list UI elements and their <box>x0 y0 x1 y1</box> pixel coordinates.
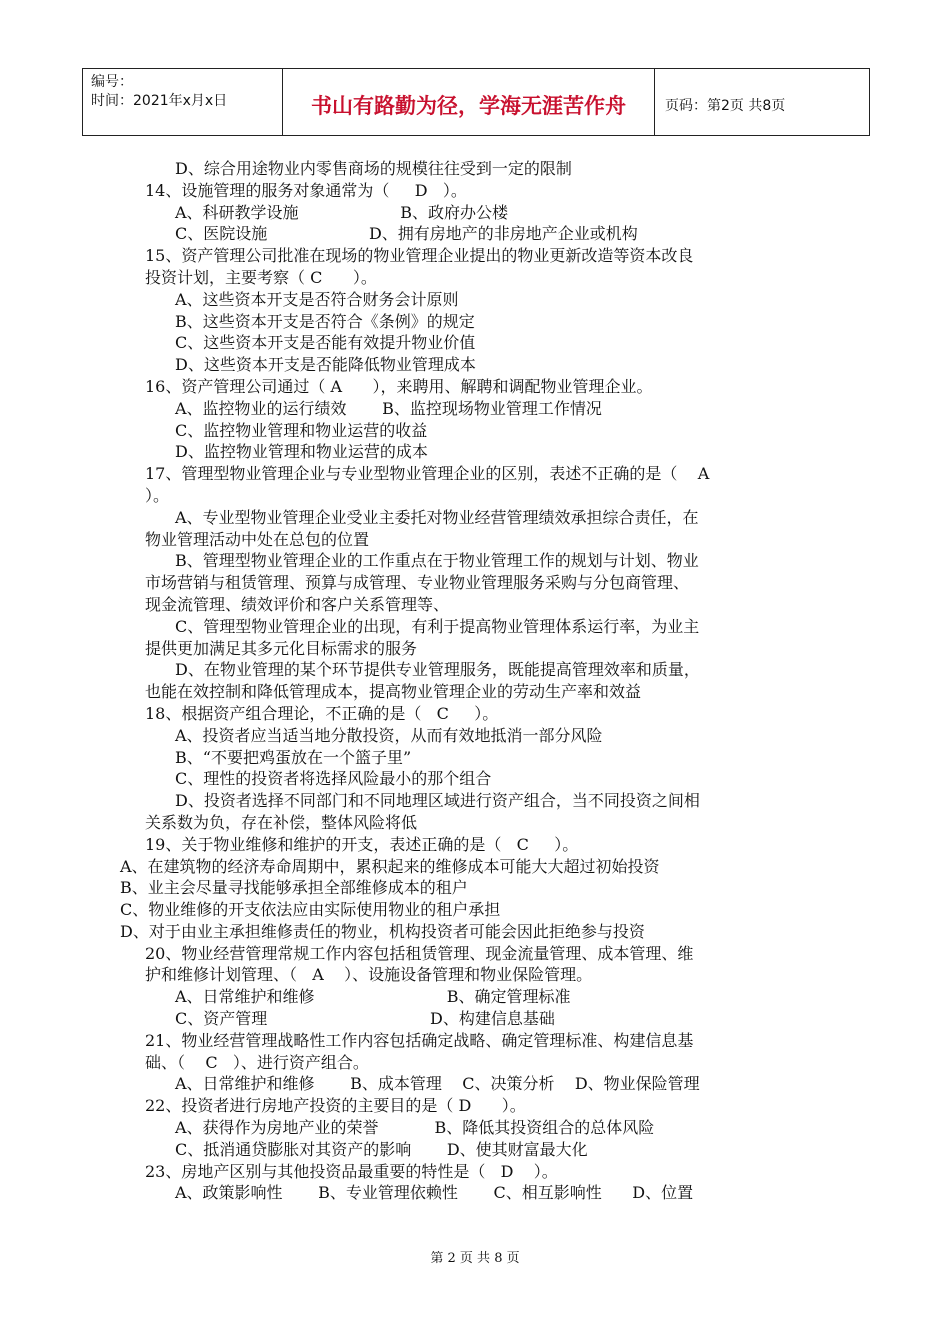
text-line: B、“不要把鸡蛋放在一个篮子里” <box>175 747 412 767</box>
text-line: 关系数为负，存在补偿，整体风险将低 <box>145 812 418 832</box>
text-line: 14、设施管理的服务对象通常为（ D ）。 <box>145 180 467 200</box>
text-line: B、管理型物业管理企业的工作重点在于物业管理工作的规划与计划、物业 <box>175 551 699 571</box>
text-line: C、管理型物业管理企业的出现，有利于提高物业管理体系运行率，为业主 <box>175 616 700 636</box>
text-line: 现金流管理、绩效评价和客户关系管理等、 <box>145 594 450 614</box>
header-meta-cell <box>83 69 283 135</box>
text-line: 21、物业经营管理战略性工作内容包括确定战略、确定管理标准、构建信息基 <box>145 1030 694 1050</box>
text-line: 市场营销与租赁管理、预算与成管理、专业物业管理服务采购与分包商管理、 <box>145 573 690 593</box>
text-line: A、日常维护和维修 B、确定管理标准 <box>175 987 571 1007</box>
text-line: A、监控物业的运行绩效 B、监控现场物业管理工作情况 <box>175 398 602 418</box>
text-line: C、物业维修的开支依法应由实际使用物业的租户承担 <box>120 900 501 920</box>
text-line: A、在建筑物的经济寿命周期中，累积起来的维修成本可能大大超过初始投资 <box>120 856 660 876</box>
text-line: A、政策影响性 B、专业管理依赖性 C、相互影响性 D、位置 <box>175 1183 694 1203</box>
text-line: D、这些资本开支是否能降低物业管理成本 <box>175 355 476 375</box>
text-line: C、这些资本开支是否能有效提升物业价值 <box>175 333 476 353</box>
exam-body <box>120 158 825 1204</box>
text-line: C、理性的投资者将选择风险最小的那个组合 <box>175 769 492 789</box>
text-line: 础、（ C ）、进行资产组合。 <box>145 1052 369 1072</box>
text-line: 提供更加满足其多元化目标需求的服务 <box>145 638 418 658</box>
document-number-label: 编号： <box>91 74 133 90</box>
text-line: D、对于由业主承担维修责任的物业，机构投资者可能会因此拒绝参与投资 <box>120 921 645 941</box>
text-line: 15、资产管理公司批准在现场的物业管理企业提出的物业更新改造等资本改良 <box>145 246 694 266</box>
text-line: 18、根据资产组合理论，不正确的是（ C ）。 <box>145 703 499 723</box>
text-line: 19、关于物业维修和维护的开支，表述正确的是（ C ）。 <box>145 834 579 854</box>
text-line: 20、物业经营管理常规工作内容包括租赁管理、现金流量管理、成本管理、维 <box>145 943 694 963</box>
text-line: D、监控物业管理和物业运营的成本 <box>175 442 428 462</box>
header-motto: 书山有路勤为径，学海无涯苦作舟 <box>283 69 655 135</box>
text-line: D、在物业管理的某个环节提供专业管理服务，既能提高管理效率和质量， <box>175 660 700 680</box>
header-table <box>82 68 870 136</box>
text-line: 16、资产管理公司通过（ A ），来聘用、解聘和调配物业管理企业。 <box>145 376 653 396</box>
text-line: A、这些资本开支是否符合财务会计原则 <box>175 289 459 309</box>
text-line: A、专业型物业管理企业受业主委托对物业经营管理绩效承担综合责任，在 <box>175 507 699 527</box>
text-line: B、这些资本开支是否符合《条例》的规定 <box>175 311 475 331</box>
text-line: C、监控物业管理和物业运营的收益 <box>175 420 428 440</box>
text-line: A、科研教学设施 B、政府办公楼 <box>175 202 509 222</box>
header-page-number: 页码：第2页 共8页 <box>665 98 786 114</box>
text-line: A、获得作为房地产业的荣誉 B、降低其投资组合的总体风险 <box>175 1118 655 1138</box>
document-date-label: 时间：2021年x月x日 <box>91 93 228 109</box>
text-line: B、业主会尽量寻找能够承担全部维修成本的租户 <box>120 878 468 898</box>
text-line: ）。 <box>145 485 170 505</box>
text-line: A、投资者应当适当地分散投资，从而有效地抵消一部分风险 <box>175 725 603 745</box>
text-line: C、抵消通贷膨胀对其资产的影响 D、使其财富最大化 <box>175 1139 588 1159</box>
text-line: 22、投资者进行房地产投资的主要目的是（ D ）。 <box>145 1096 526 1116</box>
text-line: 护和维修计划管理、（ A ）、设施设备管理和物业保险管理。 <box>145 965 593 985</box>
text-line: 物业管理活动中处在总包的位置 <box>145 529 370 549</box>
text-line: 也能在效控制和降低管理成本，提高物业管理企业的劳动生产率和效益 <box>145 682 642 702</box>
page-footer: 第 2 页 共 8 页 <box>430 1251 520 1266</box>
text-line: A、日常维护和维修 B、成本管理 C、决策分析 D、物业保险管理 <box>175 1074 700 1094</box>
text-line: 投资计划，主要考察（ C ）。 <box>145 267 377 287</box>
text-line: 17、管理型物业管理企业与专业型物业管理企业的区别，表述不正确的是（ A <box>145 464 710 484</box>
text-line: C、医院设施 D、拥有房地产的非房地产企业或机构 <box>175 224 638 244</box>
text-line: 23、房地产区别与其他投资品最重要的特性是（ D ）。 <box>145 1161 558 1181</box>
text-line: C、资产管理 D、构建信息基础 <box>175 1009 555 1029</box>
text-line: D、投资者选择不同部门和不同地理区域进行资产组合，当不同投资之间相 <box>175 791 700 811</box>
text-line: D、综合用途物业内零售商场的规模往往受到一定的限制 <box>175 159 572 178</box>
